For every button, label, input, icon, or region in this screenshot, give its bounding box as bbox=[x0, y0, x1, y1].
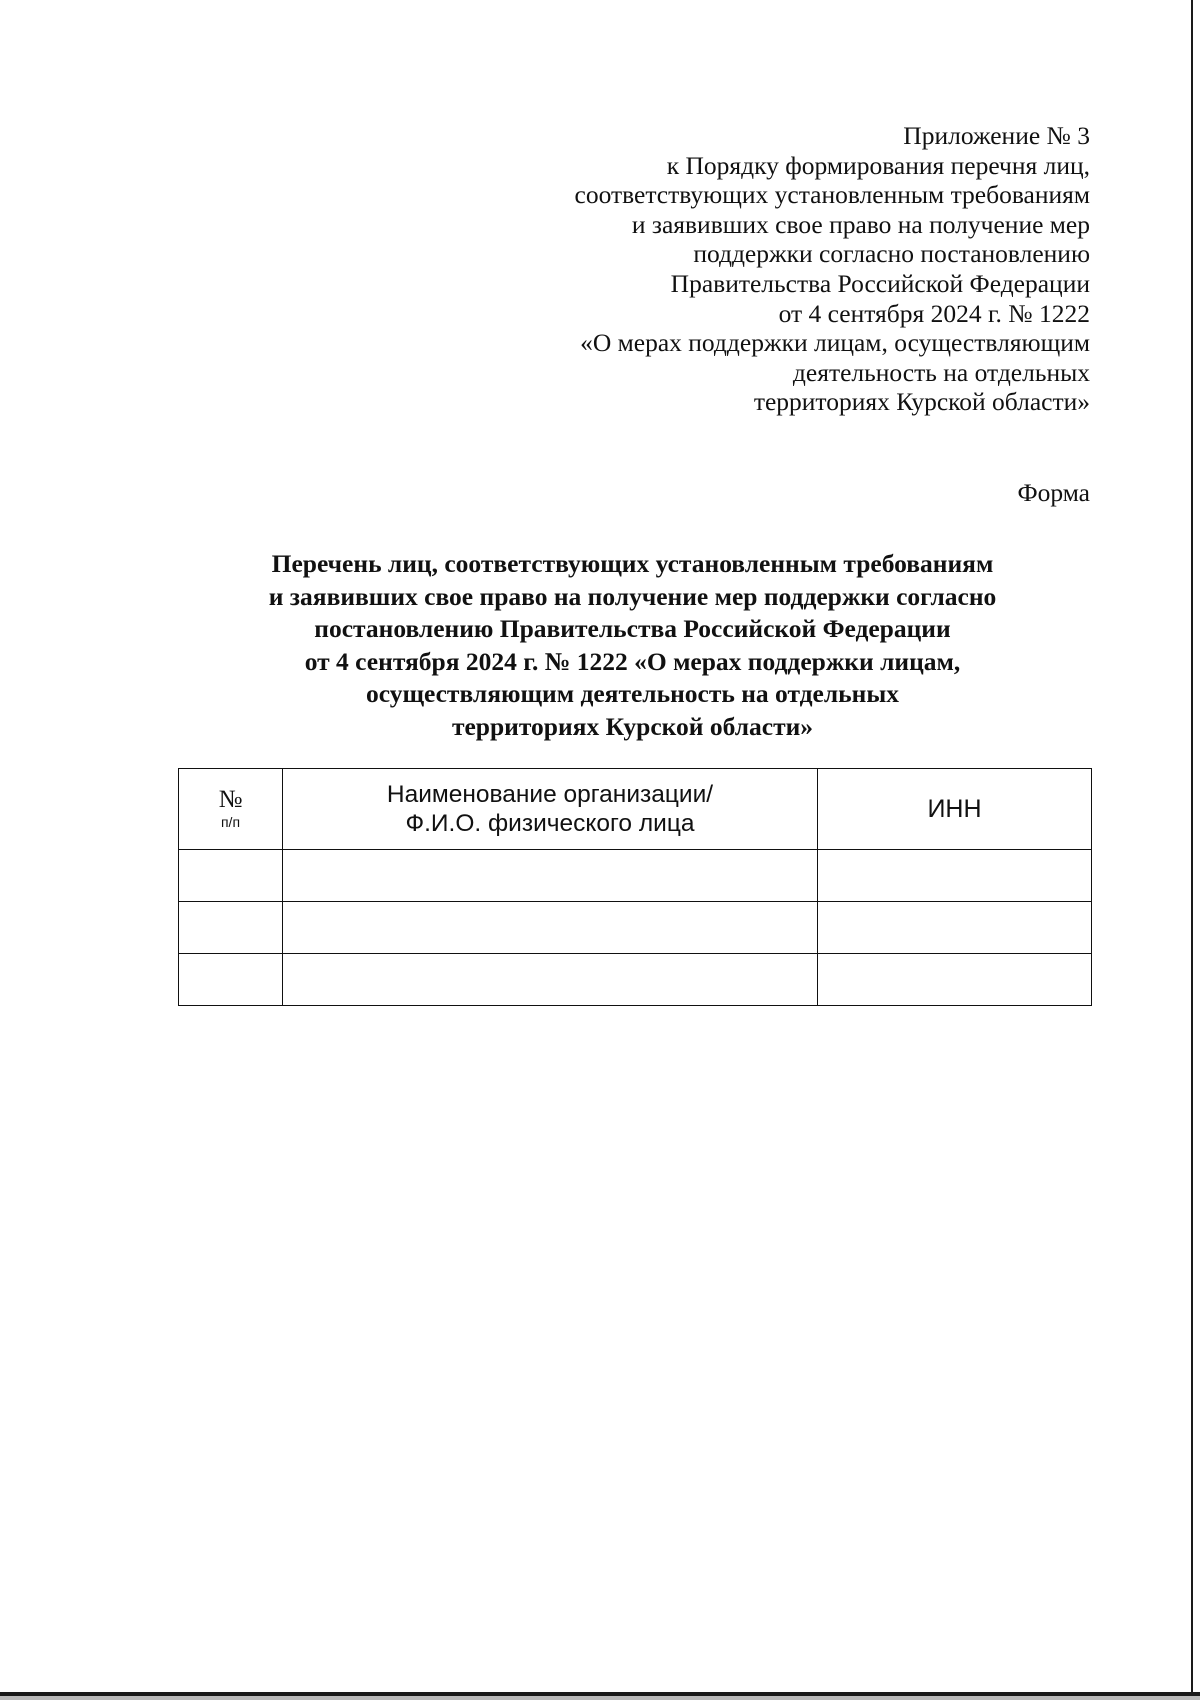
header-name-line: Наименование организации/ bbox=[386, 781, 714, 808]
appendix-line: Приложение № 3 bbox=[903, 121, 1090, 150]
cell-inn bbox=[818, 850, 1092, 902]
appendix-line: от 4 сентября 2024 г. № 1222 bbox=[778, 298, 1090, 328]
cell-name bbox=[283, 954, 818, 1006]
header-number bbox=[179, 769, 283, 850]
title-line: территориях Курской области» bbox=[451, 711, 814, 741]
table-row bbox=[179, 902, 1092, 954]
table-header-row bbox=[179, 769, 1092, 850]
title-line: от 4 сентября 2024 г. № 1222 «О мерах поддержки лицам, bbox=[304, 646, 961, 676]
cell-number bbox=[179, 850, 283, 902]
header-number-sign: № bbox=[218, 786, 243, 813]
cell-inn bbox=[818, 902, 1092, 954]
scan-edge-right bbox=[1191, 0, 1193, 1700]
cell-name bbox=[283, 902, 818, 954]
header-inn: ИНН bbox=[818, 769, 1092, 850]
document-title bbox=[200, 548, 1065, 744]
header-number-sub: п/п bbox=[220, 814, 241, 830]
form-label: Форма bbox=[1017, 478, 1090, 507]
header-name bbox=[283, 769, 818, 850]
title-line: Перечень лиц, соответствующих установленным требованиям bbox=[271, 549, 994, 578]
form-table bbox=[178, 768, 1092, 1006]
appendix-line: к Порядку формирования перечня лиц, bbox=[666, 150, 1090, 180]
appendix-line: поддержки согласно постановлению bbox=[693, 239, 1090, 269]
appendix-line: и заявивших свое право на получение мер bbox=[631, 209, 1090, 239]
appendix-line: соответствующих установленным требованиям bbox=[574, 180, 1090, 210]
table-row bbox=[179, 954, 1092, 1006]
cell-number bbox=[179, 902, 283, 954]
title-line: осуществляющим деятельность на отдельных bbox=[365, 679, 900, 709]
scan-edge-bottom-shadow bbox=[0, 1696, 1200, 1700]
cell-name bbox=[283, 850, 818, 902]
appendix-line: Правительства Российской Федерации bbox=[670, 268, 1090, 298]
appendix-line: территориях Курской области» bbox=[753, 387, 1090, 417]
cell-number bbox=[179, 954, 283, 1006]
appendix-line: деятельность на отдельных bbox=[792, 357, 1090, 387]
title-line: и заявивших свое право на получение мер поддержки согласно bbox=[268, 581, 997, 611]
title-line: постановлению Правительства Российской Федерации bbox=[314, 614, 951, 644]
cell-inn bbox=[818, 954, 1092, 1006]
appendix-line: «О мерах поддержки лицам, осуществляющим bbox=[580, 328, 1090, 358]
appendix-header bbox=[460, 121, 1090, 417]
table-row bbox=[179, 850, 1092, 902]
header-name-line: Ф.И.О. физического лица bbox=[405, 810, 695, 837]
